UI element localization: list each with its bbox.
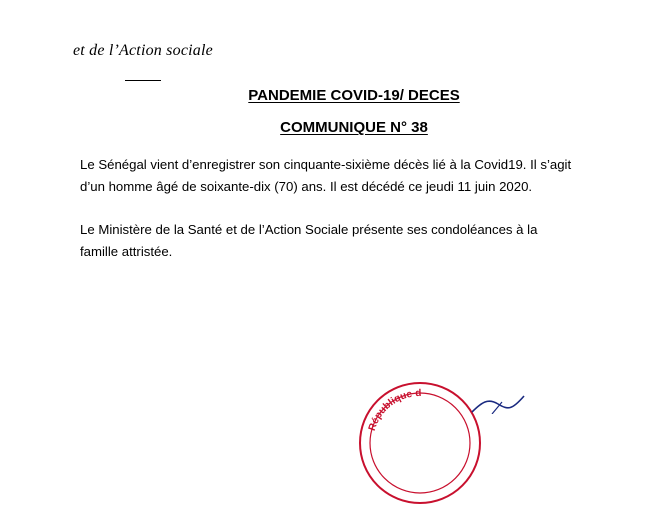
- official-seal-stamp: [355, 378, 485, 508]
- paragraph-line: Le Ministère de la Santé et de l’Action Sociale présente ses condoléances à la: [80, 222, 538, 237]
- seal-outer-ring: [360, 383, 480, 503]
- paragraph-condolences: [80, 219, 600, 263]
- communique-number: COMMUNIQUE N° 38: [280, 119, 428, 136]
- seal-inner-ring: [370, 393, 470, 493]
- signature-mark: [468, 384, 528, 414]
- paragraph-line: d’un homme âgé de soixante-dix (70) ans. Il est décédé ce jeudi 11 juin 2020.: [80, 179, 533, 194]
- paragraph-announcement: [80, 154, 600, 198]
- signature-stroke: [472, 396, 524, 412]
- paragraph-line: Le Sénégal vient d’enregistrer son cinquante-sixième décès lié à la Covid19. Il s’agit: [80, 157, 572, 172]
- document-title: PANDEMIE COVID-19/ DECES: [248, 87, 460, 104]
- seal-text: République d: [366, 387, 422, 433]
- ministry-header: et de l’Action sociale: [73, 42, 213, 59]
- header-divider: [125, 80, 161, 81]
- paragraph-line: famille attristée.: [80, 244, 173, 259]
